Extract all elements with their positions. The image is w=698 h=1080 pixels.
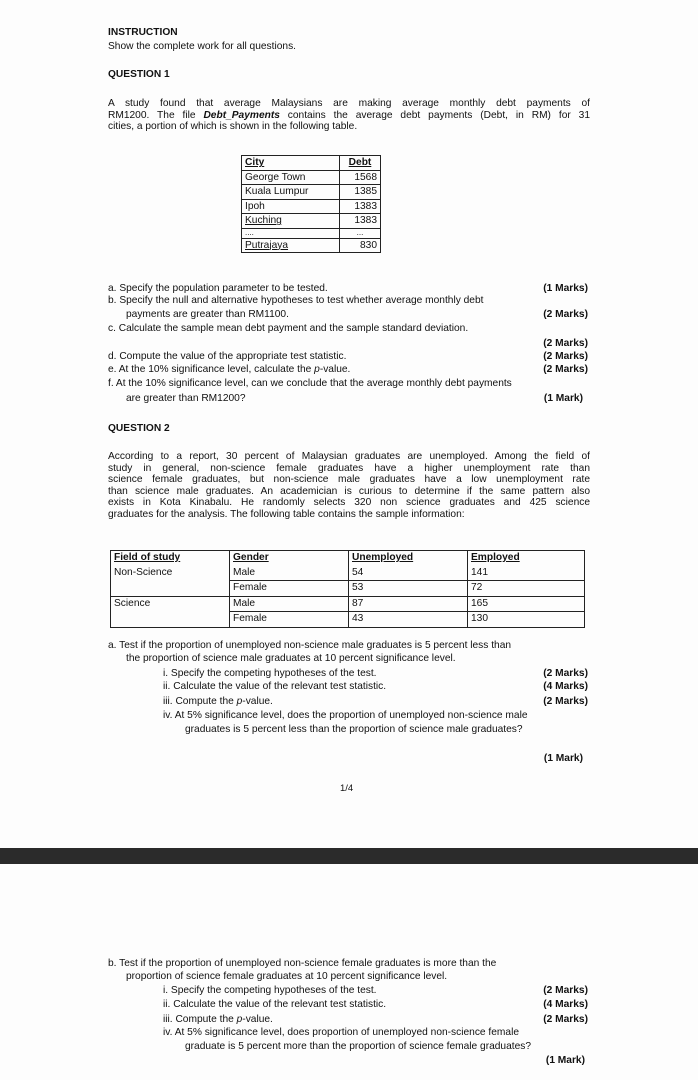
q1-part-f: f. At the 10% significance level, can we conclude that the average monthly debt payments <box>108 378 512 389</box>
q2-a-iv-marks: (1 Mark) <box>543 753 583 764</box>
q1-part-c-marks: (2 Marks) <box>543 338 588 349</box>
file-name: Debt_Payments <box>203 109 280 121</box>
q1-part-d: d. Compute the value of the appropriate test statistic. <box>108 351 347 362</box>
q2-a-iv: iv. At 5% significance level, does the proportion of unemployed non-science male <box>163 710 528 721</box>
q1-part-e: e. At the 10% significance level, calculate the p-value. <box>108 364 351 375</box>
q2-a-i: i. Specify the competing hypotheses of the test. <box>163 668 377 679</box>
table-header-row <box>111 551 585 566</box>
q1-part-f-marks: (1 Mark) <box>543 393 583 404</box>
table-row: Non-Science Male 54 141 <box>111 566 585 581</box>
table-row: Female 53 72 <box>111 581 585 597</box>
graduates-table <box>110 550 585 628</box>
question-1-intro: A study found that average Malaysians are making average monthly debt payments of RM1200. The file Debt_Payments contains the average debt payments (Debt, in RM) for 31 cities, a portion of which is shown in the following table. <box>108 98 590 133</box>
q2-part-b-cont: proportion of science female graduates at 10 percent significance level. <box>126 971 448 982</box>
page-number: 1/4 <box>340 783 354 794</box>
header-field-of-study: Field of study <box>114 552 181 563</box>
table-row: .... ... <box>242 228 381 238</box>
q2-a-iii-marks: (2 Marks) <box>543 696 588 707</box>
q1-part-a-marks: (1 Marks) <box>543 283 588 294</box>
q2-b-ii: ii. Calculate the value of the relevant test statistic. <box>163 999 387 1010</box>
debt-table <box>241 155 381 253</box>
table-row: Science Male 87 165 <box>111 596 585 612</box>
q1-part-c: c. Calculate the sample mean debt payment and the sample standard deviation. <box>108 323 469 334</box>
q2-part-a-cont: the proportion of science male graduates at 10 percent significance level. <box>126 653 456 664</box>
table-row: George Town 1568 <box>242 170 381 185</box>
header-unemployed: Unemployed <box>352 552 414 563</box>
table-row: Female 43 130 <box>111 612 585 628</box>
q2-a-i-marks: (2 Marks) <box>543 668 588 679</box>
q2-b-i-marks: (2 Marks) <box>543 985 588 996</box>
table-row: Kuala Lumpur 1385 <box>242 185 381 200</box>
q2-part-b: b. Test if the proportion of unemployed non-science female graduates is more than the <box>108 958 497 969</box>
instruction-text: Show the complete work for all questions. <box>108 41 296 52</box>
q2-b-iii: iii. Compute the p-value. <box>163 1014 273 1025</box>
q2-b-i: i. Specify the competing hypotheses of the test. <box>163 985 377 996</box>
q2-b-iv-marks: (1 Mark) <box>545 1055 585 1066</box>
q1-part-a: a. Specify the population parameter to be tested. <box>108 283 328 294</box>
q2-b-iii-marks: (2 Marks) <box>543 1014 588 1025</box>
q2-a-ii-marks: (4 Marks) <box>543 681 588 692</box>
header-debt: Debt <box>340 156 381 171</box>
q1-part-d-marks: (2 Marks) <box>543 351 588 362</box>
q2-a-ii: ii. Calculate the value of the relevant test statistic. <box>163 681 387 692</box>
header-employed: Employed <box>471 552 520 563</box>
table-row: Kuching 1383 <box>242 214 381 229</box>
q1-part-b: b. Specify the null and alternative hypotheses to test whether average monthly debt <box>108 295 484 306</box>
q1-part-f-cont: are greater than RM1200? <box>126 393 246 404</box>
q1-part-b-marks: (2 Marks) <box>543 309 588 320</box>
q1-part-b-cont: payments are greater than RM1100. <box>126 309 289 320</box>
q2-a-iv-cont: graduates is 5 percent less than the proportion of science male graduates? <box>185 724 523 735</box>
table-header-row <box>242 156 381 171</box>
table-row: Ipoh 1383 <box>242 199 381 214</box>
q2-a-iii: iii. Compute the p-value. <box>163 696 273 707</box>
q1-part-e-marks: (2 Marks) <box>543 364 588 375</box>
question-2-heading: QUESTION 2 <box>108 423 170 434</box>
q2-part-a: a. Test if the proportion of unemployed non-science male graduates is 5 percent less than <box>108 640 512 651</box>
question-1-heading: QUESTION 1 <box>108 69 170 80</box>
instruction-heading: INSTRUCTION <box>108 27 178 38</box>
q2-b-ii-marks: (4 Marks) <box>543 999 588 1010</box>
question-2-intro: According to a report, 30 percent of Malaysian graduates are unemployed. Among the field of study in general, non-science female graduates have a higher unemployment rate than science female graduates, but non-science male graduates have a low unemployment rate than science male graduates. An academician is curious to determine if the same pattern also exists in Kota Kinabalu. He randomly selects 320 non science graduates and 425 science graduates for the analysis. The following table contains the sample information: <box>108 451 590 520</box>
table-row: Putrajaya 830 <box>242 238 381 253</box>
q2-b-iv: iv. At 5% significance level, does proportion of unemployed non-science female <box>163 1027 520 1038</box>
header-city: City <box>242 156 340 171</box>
header-gender: Gender <box>233 552 269 563</box>
document-page-2 <box>0 864 698 1080</box>
q2-b-iv-cont: graduate is 5 percent more than the proportion of science female graduates? <box>185 1041 532 1052</box>
